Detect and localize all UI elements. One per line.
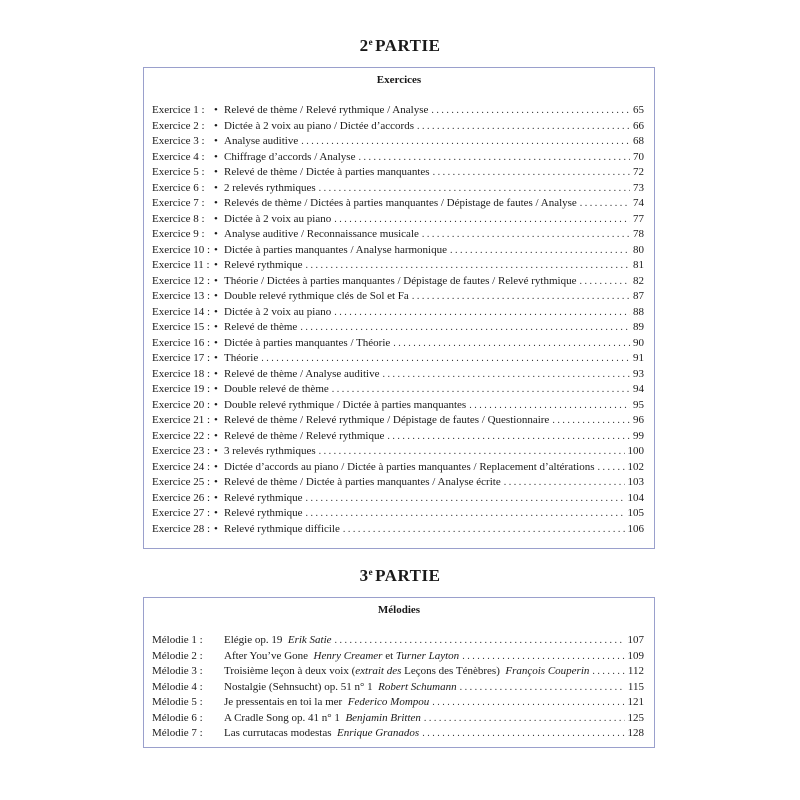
page-number: 106 bbox=[627, 522, 644, 535]
toc-row bbox=[152, 320, 644, 336]
bullet-icon: • bbox=[214, 522, 218, 535]
page-number: 81 bbox=[633, 259, 644, 271]
page-number: 112 bbox=[627, 665, 644, 677]
page-number: 66 bbox=[633, 119, 644, 132]
part2-number: 2 bbox=[359, 36, 369, 55]
dot-leader bbox=[597, 460, 624, 476]
page-number: 115 bbox=[627, 680, 644, 693]
melody-composer: Henry Creamer bbox=[313, 649, 383, 662]
melody-title: Nostalgie (Sehnsucht) op. 51 n° 1 bbox=[224, 680, 373, 693]
exercise-label: Exercice 6 : bbox=[152, 181, 205, 194]
dot-leader bbox=[422, 227, 630, 243]
toc-row bbox=[152, 134, 644, 150]
dot-leader bbox=[387, 429, 630, 445]
dot-leader bbox=[306, 491, 625, 507]
page-number: 91 bbox=[633, 352, 644, 364]
dot-leader bbox=[358, 150, 630, 166]
melody-composer: François Couperin bbox=[505, 665, 590, 677]
dot-leader bbox=[332, 382, 630, 398]
exercise-label: Exercice 24 : bbox=[152, 460, 211, 473]
melody-composer: Enrique Granados bbox=[337, 727, 420, 739]
dot-leader bbox=[306, 506, 625, 522]
exercise-label: Exercice 2 : bbox=[152, 119, 205, 132]
exercise-label: Exercice 9 : bbox=[152, 228, 205, 240]
page-number: 121 bbox=[627, 696, 644, 708]
exercise-label: Exercice 19 : bbox=[152, 383, 211, 395]
toc-row bbox=[152, 649, 644, 665]
bullet-icon: • bbox=[214, 336, 218, 349]
bullet-icon: • bbox=[214, 383, 218, 395]
exercise-label: Exercice 3 : bbox=[152, 135, 205, 147]
bullet-icon: • bbox=[214, 352, 218, 364]
exercise-label: Exercice 11 : bbox=[152, 259, 210, 271]
exercise-description: Dictée d’accords au piano / Dictée à parties manquantes / Replacement d’altérations bbox=[224, 460, 595, 473]
toc-row bbox=[152, 680, 644, 696]
melodies-box bbox=[143, 597, 655, 748]
dot-leader bbox=[335, 633, 625, 649]
melody-label: Mélodie 6 : bbox=[152, 711, 203, 724]
dot-leader bbox=[319, 444, 625, 460]
exercise-description: Dictée à 2 voix au piano / Dictée d’accords bbox=[224, 119, 414, 132]
exercise-label: Exercice 10 : bbox=[152, 243, 211, 256]
dot-leader bbox=[432, 695, 624, 711]
page-number: 88 bbox=[633, 305, 644, 318]
bullet-icon: • bbox=[214, 181, 218, 194]
dot-leader bbox=[422, 726, 624, 742]
exercise-description: Relevés de thème / Dictées à parties manquantes / Dépistage de fautes / Analyse bbox=[224, 197, 577, 209]
toc-row bbox=[152, 103, 644, 119]
toc-row bbox=[152, 475, 644, 491]
exercise-label: Exercice 7 : bbox=[152, 197, 205, 209]
page-number: 65 bbox=[633, 104, 644, 116]
toc-row bbox=[152, 119, 644, 135]
toc-row bbox=[152, 460, 644, 476]
melody-label: Mélodie 7 : bbox=[152, 727, 203, 739]
bullet-icon: • bbox=[214, 290, 218, 302]
page-number: 95 bbox=[633, 398, 644, 411]
exercise-label: Exercice 13 : bbox=[152, 290, 211, 302]
melody-entry bbox=[224, 633, 332, 649]
toc-row bbox=[152, 413, 644, 429]
exercises-box-title: Exercices bbox=[376, 74, 422, 86]
exercise-label: Exercice 28 : bbox=[152, 522, 211, 535]
exercise-label: Exercice 26 : bbox=[152, 491, 211, 504]
exercise-description: Relevé rythmique difficile bbox=[224, 522, 340, 535]
dot-leader bbox=[334, 212, 630, 228]
exercise-label: Exercice 20 : bbox=[152, 398, 211, 411]
toc-row bbox=[152, 150, 644, 166]
page-number: 77 bbox=[633, 212, 644, 225]
exercise-description: Relevé de thème / Dictée à parties manquantes bbox=[224, 166, 430, 178]
page-number: 104 bbox=[627, 491, 644, 504]
dot-leader bbox=[433, 165, 630, 181]
exercise-description: Théorie / Dictées à parties manquantes / Dépistage de fautes / Relevé rythmique bbox=[224, 274, 577, 287]
exercise-description: Relevé rythmique bbox=[224, 507, 303, 519]
dot-leader bbox=[343, 522, 625, 538]
toc-row bbox=[152, 633, 644, 649]
toc-row bbox=[152, 726, 644, 742]
exercise-label: Exercice 21 : bbox=[152, 414, 211, 426]
part3-title: PARTIE bbox=[375, 566, 441, 585]
melody-note-italic: extrait des bbox=[355, 665, 402, 677]
melody-composer: Federico Mompou bbox=[347, 696, 430, 708]
melodies-list bbox=[152, 633, 644, 742]
exercise-description: Dictée à parties manquantes / Analyse harmonique bbox=[224, 243, 447, 256]
dot-leader bbox=[580, 196, 630, 212]
page-number: 109 bbox=[627, 649, 644, 662]
exercise-label: Exercice 1 : bbox=[152, 104, 205, 116]
exercise-description: Relevé rythmique bbox=[224, 491, 303, 504]
dot-leader bbox=[306, 258, 630, 274]
toc-row bbox=[152, 165, 644, 181]
melody-entry bbox=[224, 664, 589, 680]
melody-note: Leçons des Ténèbres) bbox=[401, 665, 500, 677]
part3-superscript: e bbox=[368, 567, 374, 577]
melodies-box-title: Mélodies bbox=[377, 604, 421, 616]
dot-leader bbox=[462, 649, 624, 665]
page-number: 80 bbox=[633, 243, 644, 256]
dot-leader bbox=[431, 103, 630, 119]
part2-title: PARTIE bbox=[375, 36, 441, 55]
bullet-icon: • bbox=[214, 491, 218, 504]
dot-leader bbox=[450, 243, 630, 259]
melody-composer: Erik Satie bbox=[287, 634, 332, 646]
exercise-label: Exercice 16 : bbox=[152, 336, 211, 349]
page-number: 99 bbox=[633, 429, 644, 442]
exercise-label: Exercice 4 : bbox=[152, 150, 205, 163]
part2-heading bbox=[0, 36, 800, 56]
exercise-description: Double relevé rythmique clés de Sol et Fa bbox=[224, 290, 409, 302]
melody-label: Mélodie 4 : bbox=[152, 680, 203, 693]
toc-row bbox=[152, 491, 644, 507]
dot-leader bbox=[382, 367, 630, 383]
exercise-description: Double relevé de thème bbox=[224, 383, 329, 395]
dot-leader bbox=[504, 475, 625, 491]
dot-leader bbox=[552, 413, 630, 429]
exercise-label: Exercice 25 : bbox=[152, 476, 211, 488]
toc-row bbox=[152, 289, 644, 305]
exercise-description: Relevé de thème / Relevé rythmique / Analyse bbox=[224, 104, 429, 116]
bullet-icon: • bbox=[214, 259, 218, 271]
part3-heading bbox=[0, 566, 800, 586]
exercise-description: Dictée à 2 voix au piano bbox=[224, 305, 332, 318]
exercise-description: Relevé de thème / Analyse auditive bbox=[224, 367, 380, 380]
exercises-box bbox=[143, 67, 655, 549]
exercise-label: Exercice 22 : bbox=[152, 429, 211, 442]
bullet-icon: • bbox=[214, 166, 218, 178]
melody-joiner: et bbox=[385, 649, 394, 662]
bullet-icon: • bbox=[214, 429, 218, 442]
bullet-icon: • bbox=[214, 367, 218, 380]
toc-row bbox=[152, 664, 644, 680]
toc-row bbox=[152, 336, 644, 352]
page-number: 87 bbox=[633, 290, 644, 302]
exercise-label: Exercice 23 : bbox=[152, 445, 211, 457]
melody-composer: Robert Schumann bbox=[378, 680, 457, 693]
exercise-description: Analyse auditive / Reconnaissance musicale bbox=[224, 228, 419, 240]
exercise-description: Dictée à parties manquantes / Théorie bbox=[224, 336, 391, 349]
dot-leader bbox=[469, 398, 630, 414]
exercise-description: Relevé de thème / Relevé rythmique bbox=[224, 429, 385, 442]
dot-leader bbox=[417, 119, 630, 135]
page-number: 105 bbox=[627, 507, 644, 519]
page-number: 93 bbox=[633, 367, 644, 380]
melody-title: A Cradle Song op. 41 n° 1 bbox=[224, 711, 340, 724]
bullet-icon: • bbox=[214, 197, 218, 209]
melody-title: Je pressentais en toi la mer bbox=[224, 696, 343, 708]
melody-label: Mélodie 2 : bbox=[152, 649, 203, 662]
page-number: 103 bbox=[627, 476, 644, 488]
melody-entry bbox=[224, 695, 429, 711]
toc-row bbox=[152, 212, 644, 228]
melody-composer-2: Turner Layton bbox=[395, 649, 460, 662]
exercise-description: Analyse auditive bbox=[224, 135, 299, 147]
bullet-icon: • bbox=[214, 445, 218, 457]
exercise-description: Dictée à 2 voix au piano bbox=[224, 212, 332, 225]
exercise-description: Relevé rythmique bbox=[224, 259, 303, 271]
bullet-icon: • bbox=[214, 507, 218, 519]
dot-leader bbox=[393, 336, 630, 352]
melody-label: Mélodie 5 : bbox=[152, 696, 203, 708]
melody-title: After You’ve Gone bbox=[224, 649, 309, 662]
dot-leader bbox=[300, 320, 630, 336]
exercise-label: Exercice 8 : bbox=[152, 212, 205, 225]
bullet-icon: • bbox=[214, 150, 218, 163]
exercise-label: Exercice 27 : bbox=[152, 507, 211, 519]
page-number: 72 bbox=[633, 166, 644, 178]
exercise-label: Exercice 17 : bbox=[152, 352, 211, 364]
melody-entry bbox=[224, 726, 419, 742]
bullet-icon: • bbox=[214, 243, 218, 256]
page-number: 73 bbox=[633, 181, 644, 194]
dot-leader bbox=[261, 351, 630, 367]
exercise-description: Théorie bbox=[224, 352, 259, 364]
melody-entry bbox=[224, 649, 459, 665]
exercise-label: Exercice 12 : bbox=[152, 274, 211, 287]
dot-leader bbox=[592, 664, 625, 680]
page-number: 100 bbox=[627, 445, 644, 457]
exercise-label: Exercice 15 : bbox=[152, 321, 211, 333]
exercises-list bbox=[152, 103, 644, 537]
bullet-icon: • bbox=[214, 274, 218, 287]
dot-leader bbox=[319, 181, 630, 197]
toc-row bbox=[152, 398, 644, 414]
bullet-icon: • bbox=[214, 321, 218, 333]
page-number: 89 bbox=[633, 321, 644, 333]
page-number: 78 bbox=[633, 228, 644, 240]
melody-entry bbox=[224, 711, 421, 727]
page-number: 102 bbox=[627, 460, 644, 473]
exercise-label: Exercice 5 : bbox=[152, 166, 205, 178]
toc-row bbox=[152, 305, 644, 321]
exercise-description: Double relevé rythmique / Dictée à parties manquantes bbox=[224, 398, 467, 411]
bullet-icon: • bbox=[214, 414, 218, 426]
page-number: 128 bbox=[627, 727, 644, 739]
exercise-label: Exercice 18 : bbox=[152, 367, 211, 380]
toc-row bbox=[152, 367, 644, 383]
melody-label: Mélodie 3 : bbox=[152, 665, 203, 677]
dot-leader bbox=[460, 680, 625, 696]
bullet-icon: • bbox=[214, 212, 218, 225]
exercise-description: Chiffrage d’accords / Analyse bbox=[224, 150, 356, 163]
melody-title: Troisième leçon à deux voix ( bbox=[224, 665, 356, 677]
toc-row bbox=[152, 429, 644, 445]
toc-row bbox=[152, 274, 644, 290]
page-number: 82 bbox=[633, 274, 644, 287]
page-number: 107 bbox=[627, 634, 644, 646]
melody-title: Las currutacas modestas bbox=[224, 727, 332, 739]
exercise-description: 3 relevés rythmiques bbox=[224, 445, 316, 457]
page-number: 96 bbox=[633, 414, 644, 426]
exercise-description: Relevé de thème / Dictée à parties manquantes / Analyse écrite bbox=[224, 476, 501, 488]
dot-leader bbox=[301, 134, 630, 150]
toc-row bbox=[152, 444, 644, 460]
toc-row bbox=[152, 695, 644, 711]
exercise-description: Relevé de thème / Relevé rythmique / Dépistage de fautes / Questionnaire bbox=[224, 414, 550, 426]
toc-row bbox=[152, 227, 644, 243]
exercise-description: 2 relevés rythmiques bbox=[224, 181, 316, 194]
toc-row bbox=[152, 522, 644, 538]
part3-number: 3 bbox=[359, 566, 369, 585]
melody-title: Elégie op. 19 bbox=[224, 634, 283, 646]
toc-row bbox=[152, 351, 644, 367]
dot-leader bbox=[579, 274, 630, 290]
page-number: 125 bbox=[627, 711, 644, 724]
toc-row bbox=[152, 382, 644, 398]
bullet-icon: • bbox=[214, 104, 218, 116]
toc-row bbox=[152, 711, 644, 727]
exercise-label: Exercice 14 : bbox=[152, 305, 211, 318]
bullet-icon: • bbox=[214, 135, 218, 147]
page-number: 68 bbox=[633, 135, 644, 147]
bullet-icon: • bbox=[214, 476, 218, 488]
exercise-description: Relevé de thème bbox=[224, 321, 298, 333]
dot-leader bbox=[334, 305, 630, 321]
melody-entry bbox=[224, 680, 457, 696]
bullet-icon: • bbox=[214, 398, 218, 411]
bullet-icon: • bbox=[214, 228, 218, 240]
toc-row bbox=[152, 196, 644, 212]
bullet-icon: • bbox=[214, 119, 218, 132]
bullet-icon: • bbox=[214, 305, 218, 318]
toc-row bbox=[152, 181, 644, 197]
page-number: 74 bbox=[633, 197, 644, 209]
dot-leader bbox=[412, 289, 630, 305]
part2-superscript: e bbox=[368, 37, 374, 47]
melody-label: Mélodie 1 : bbox=[152, 634, 203, 646]
toc-row bbox=[152, 506, 644, 522]
toc-row bbox=[152, 258, 644, 274]
toc-row bbox=[152, 243, 644, 259]
page-number: 90 bbox=[633, 336, 644, 349]
page-number: 94 bbox=[633, 383, 644, 395]
bullet-icon: • bbox=[214, 460, 218, 473]
page-number: 70 bbox=[633, 150, 644, 163]
dot-leader bbox=[424, 711, 625, 727]
melody-composer: Benjamin Britten bbox=[345, 711, 421, 724]
